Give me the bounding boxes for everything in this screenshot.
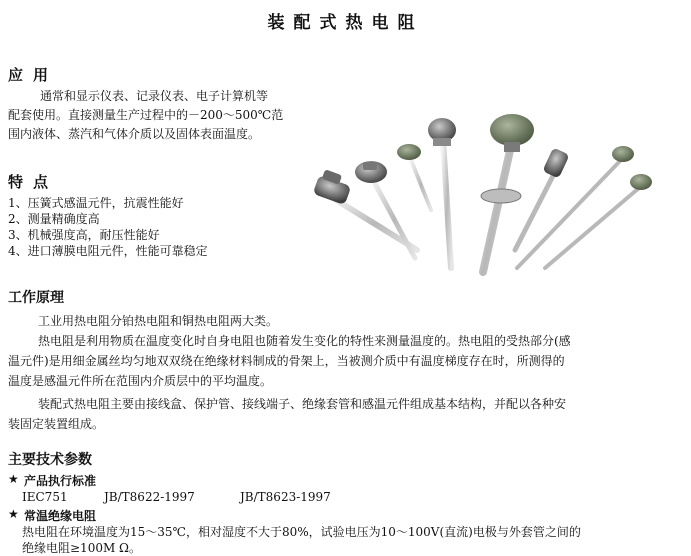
star-icon: ★ xyxy=(8,472,19,486)
probe-4 xyxy=(428,118,456,268)
standard-iec: IEC751 xyxy=(22,490,68,504)
probe-5 xyxy=(481,114,534,272)
specs-heading: 主要技术参数 xyxy=(8,452,92,468)
probe-6 xyxy=(515,147,570,250)
insulation-line-1: 热电阻在环境温度为15～35℃，相对湿度不大于80%，试验电压为10～100V(直流)电极与外套管之间的 xyxy=(22,525,581,539)
standard-jb-8622: JB/T8622-1997 xyxy=(104,490,195,504)
principle-heading: 工作原理 xyxy=(8,290,64,306)
feature-item-3: 3、机械强度高，耐压性能好 xyxy=(8,228,160,242)
application-heading: 应用 xyxy=(8,66,59,84)
principle-line-1: 工业用热电阻分铂热电阻和铜热电阻两大类。 xyxy=(38,314,279,328)
standard-jb-8623: JB/T8623-1997 xyxy=(240,490,331,504)
insulation-line-2: 绝缘电阻≥100M Ω。 xyxy=(22,541,142,555)
feature-item-2: 2、测量精确度高 xyxy=(8,212,100,226)
application-line-2: 配套使用。直接测量生产过程中的－200～500℃范 xyxy=(8,108,284,122)
features-heading: 特点 xyxy=(8,173,59,191)
probe-2 xyxy=(355,161,415,258)
probe-3 xyxy=(397,144,431,210)
principle-line-6: 装固定装置组成。 xyxy=(8,417,105,431)
insulation-label: 常温绝缘电阻 xyxy=(24,509,97,523)
principle-line-2: 热电阻是利用物质在温度变化时自身电阻也随着发生变化的特性来测量温度的。热电阻的受热部分(感 xyxy=(38,334,571,348)
principle-line-5: 装配式热电阻主要由接线盒、保护管、接线端子、绝缘套管和感温元件组成基本结构，并配以各种安 xyxy=(38,397,567,411)
page-title: 装配式热电阻 xyxy=(267,13,424,33)
feature-item-4: 4、进口薄膜电阻元件，性能可靠稳定 xyxy=(8,244,208,258)
standard-label: 产品执行标准 xyxy=(24,474,97,488)
feature-item-1: 1、压簧式感温元件，抗震性能好 xyxy=(8,196,184,210)
principle-line-3: 温元件)是用细金属丝均匀地双双绕在绝缘材料制成的骨架上，当被测介质中有温度梯度存在时，所测得的 xyxy=(8,354,565,368)
thermal-resistor-product-photo xyxy=(305,100,691,280)
application-line-3: 围内液体、蒸汽和气体介质以及固体表面温度。 xyxy=(8,127,261,141)
star-icon: ★ xyxy=(8,507,19,521)
application-line-1: 通常和显示仪表、记录仪表、电子计算机等 xyxy=(40,89,269,103)
principle-line-4: 温度是感温元件所在范围内介质层中的平均温度。 xyxy=(8,374,273,388)
